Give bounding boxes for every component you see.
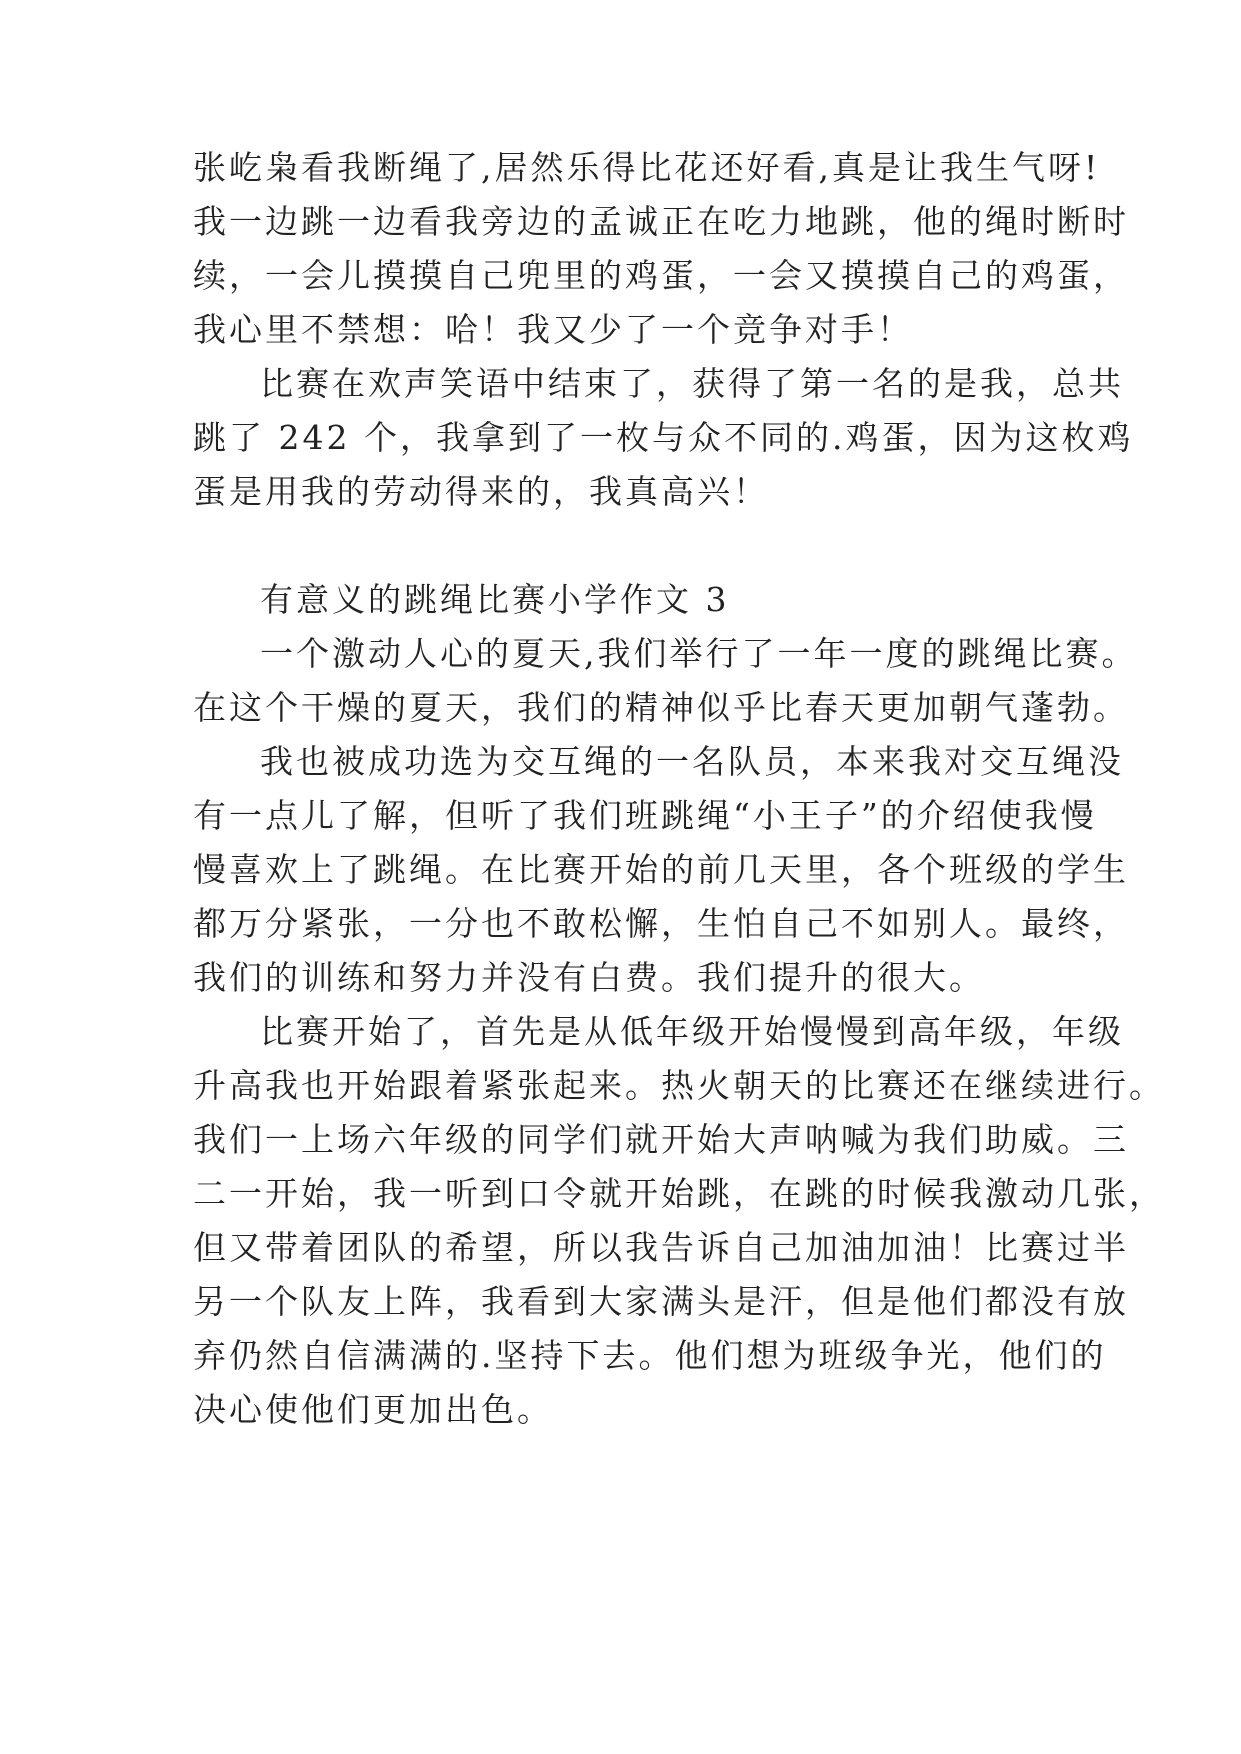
paragraph-start-line: 比赛在欢声笑语中结束了，获得了第一名的是我，总共 xyxy=(260,364,1124,403)
paragraph-start-line: 比赛开始了，首先是从低年级开始慢慢到高年级，年级 xyxy=(260,1012,1124,1051)
text-line: 但又带着团队的希望，所以我告诉自己加油加油！比赛过半 xyxy=(193,1228,1129,1267)
essay-heading: 有意义的跳绳比赛小学作文 3 xyxy=(260,580,730,619)
text-line: 决心使他们更加出色。 xyxy=(193,1390,553,1429)
text-line: 我一边跳一边看我旁边的孟诚正在吃力地跳，他的绳时断时 xyxy=(193,202,1129,241)
text-line: 二一开始，我一听到口令就开始跳，在跳的时候我激动几张， xyxy=(193,1174,1165,1213)
text-line: 我心里不禁想：哈！我又少了一个竞争对手！ xyxy=(193,310,913,349)
text-line: 蛋是用我的劳动得来的，我真高兴！ xyxy=(193,472,769,511)
text-line: 我们的训练和努力并没有白费。我们提升的很大。 xyxy=(193,958,985,997)
text-line: 慢喜欢上了跳绳。在比赛开始的前几天里，各个班级的学生 xyxy=(193,850,1129,889)
text-line: 升高我也开始跟着紧张起来。热火朝天的比赛还在继续进行。 xyxy=(193,1066,1165,1105)
text-line: 续，一会儿摸摸自己兜里的鸡蛋，一会又摸摸自己的鸡蛋， xyxy=(193,256,1129,295)
text-line: 跳了 242 个，我拿到了一枚与众不同的.鸡蛋，因为这枚鸡 xyxy=(193,418,1134,457)
text-line: 另一个队友上阵，我看到大家满头是汗，但是他们都没有放 xyxy=(193,1282,1129,1321)
text-line: 弃仍然自信满满的.坚持下去。他们想为班级争光，他们的 xyxy=(193,1336,1107,1375)
text-line: 我们一上场六年级的同学们就开始大声呐喊为我们助威。三 xyxy=(193,1120,1129,1159)
text-line: 都万分紧张，一分也不敢松懈，生怕自己不如别人。最终， xyxy=(193,904,1129,943)
text-line: 有一点儿了解，但听了我们班跳绳“小王子”的介绍使我慢 xyxy=(193,796,1097,835)
text-line: 在这个干燥的夏天，我们的精神似乎比春天更加朝气蓬勃。 xyxy=(193,688,1129,727)
text-line: 张屹枭看我断绳了,居然乐得比花还好看,真是让我生气呀! xyxy=(193,148,1101,187)
paragraph-start-line: 一个激动人心的夏天,我们举行了一年一度的跳绳比赛。 xyxy=(260,634,1138,673)
paragraph-start-line: 我也被成功选为交互绳的一名队员，本来我对交互绳没 xyxy=(260,742,1124,781)
